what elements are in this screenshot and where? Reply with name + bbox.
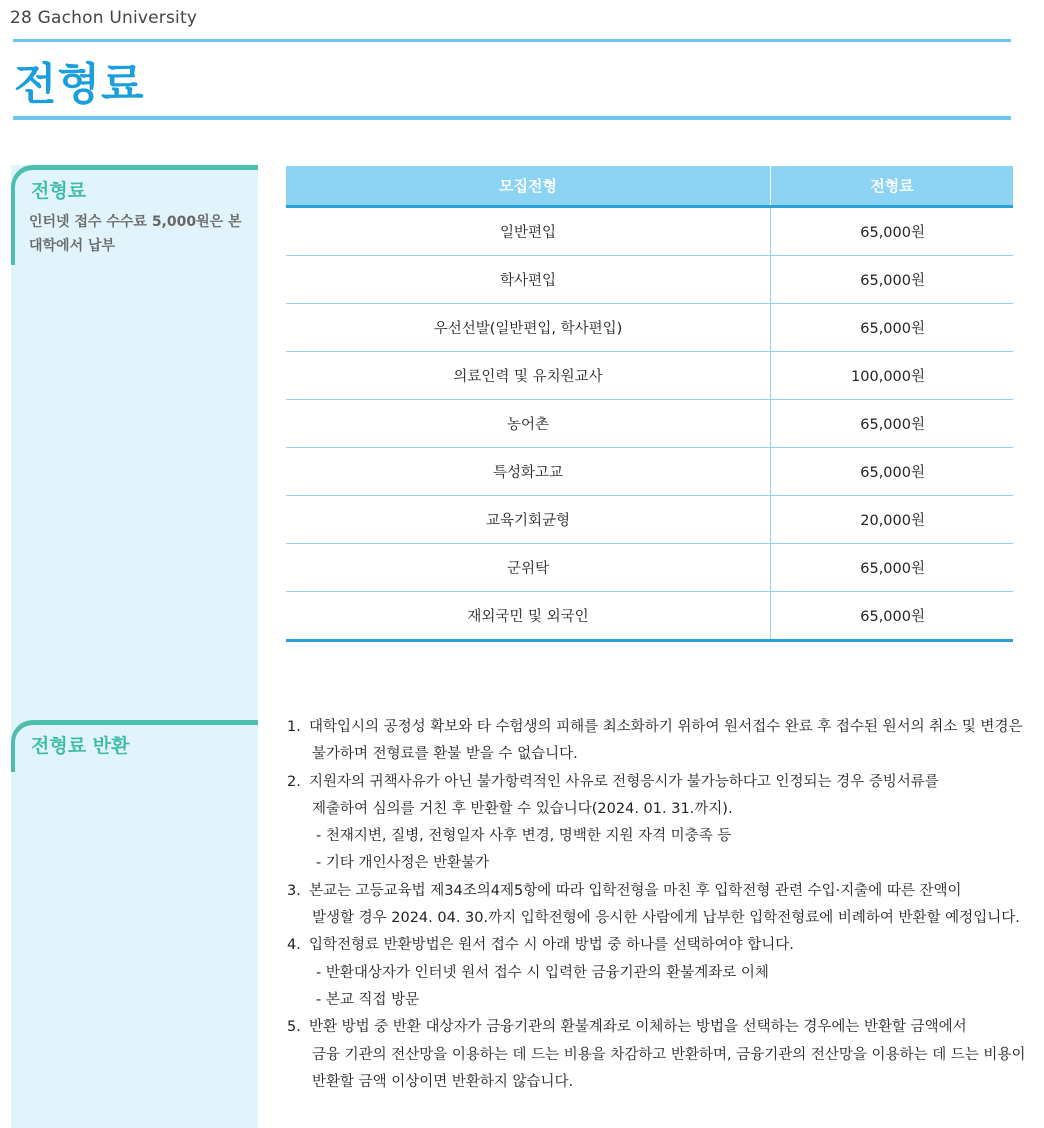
admission-type-cell: 군위탁 [286,544,771,592]
admission-type-cell: 우선선발(일반편입, 학사편입) [286,304,771,352]
admission-type-cell: 일반편입 [286,207,771,256]
item-text-line: 본교는 고등교육법 제34조의4제5항에 따라 입학전형을 마친 후 입학전형 관련 수입·지출에 따른 잔액이 [309,882,962,899]
refund-policy-item [287,714,1027,769]
column-header-fee: 전형료 [771,166,1014,207]
item-text-line: 반환할 금액 이상이면 반환하지 않습니다. [312,1073,574,1090]
item-sub-bullet: - 반환대상자가 인터넷 원서 접수 시 입력한 금융기관의 환불계좌로 이체 [316,964,769,981]
item-text-line: 제출하여 심의를 거친 후 반환할 수 있습니다(2024. 01. 31.까지). [312,800,733,817]
item-text-line: 불가하며 전형료를 환불 받을 수 없습니다. [312,746,578,763]
item-sub-bullet: - 본교 직접 방문 [316,991,420,1008]
admission-type-cell: 교육기회균형 [286,496,771,544]
admission-type-cell: 학사편입 [286,256,771,304]
header-divider [13,39,1011,42]
fee-amount-cell: 65,000원 [771,207,1014,256]
fee-amount-cell: 65,000원 [771,256,1014,304]
fee-amount-cell: 65,000원 [771,544,1014,592]
table-row [286,400,1013,448]
admission-type-cell: 농어촌 [286,400,771,448]
sidebar-section-fee [11,165,258,265]
item-text-line: 입학전형료 반환방법은 원서 접수 시 아래 방법 중 하나를 선택하여야 합니다. [309,937,794,954]
sidebar-refund-title: 전형료 반환 [31,735,130,757]
item-text-line: 반환 방법 중 반환 대상자가 금융기관의 환불계좌로 이체하는 방법을 선택하는 경우에는 반환할 금액에서 [309,1019,967,1036]
fee-amount-cell: 100,000원 [771,352,1014,400]
refund-policy-item [287,878,1027,933]
fee-table [286,166,1013,642]
item-sub-bullet: - 기타 개인사정은 반환불가 [316,855,490,872]
table-row [286,592,1013,641]
fee-amount-cell: 65,000원 [771,304,1014,352]
sidebar-fee-description: 인터넷 접수 수수료 5,000원은 본 대학에서 납부 [29,214,242,254]
item-text-line: 지원자의 귀책사유가 아닌 불가항력적인 사유로 전형응시가 불가능하다고 인정되는 경우 증빙서류를 [309,773,939,790]
table-row [286,352,1013,400]
fee-amount-cell: 20,000원 [771,496,1014,544]
refund-policy-item [287,769,1027,878]
item-sub-bullet: - 천재지변, 질병, 전형일자 사후 변경, 명백한 지원 자격 미충족 등 [316,828,732,845]
item-number: 1. [287,719,301,735]
item-text-line: 금융 기관의 전산망을 이용하는 데 드는 비용을 차감하고 반환하며, 금융기관의 전산망을 이용하는 데 드는 비용이 [312,1046,1026,1063]
page-header: 28 Gachon University [10,8,198,28]
page-title: 전형료 [14,59,145,110]
table-row [286,448,1013,496]
sidebar [11,165,258,1128]
item-text-line: 발생할 경우 2024. 04. 30.까지 입학전형에 응시한 사람에게 납부한 입학전형료에 비례하여 반환할 예정입니다. [312,910,1020,927]
table-row [286,544,1013,592]
sidebar-fee-title: 전형료 [31,180,87,202]
admission-type-cell: 의료인력 및 유치원교사 [286,352,771,400]
admission-type-cell: 재외국민 및 외국인 [286,592,771,641]
refund-policy-item [287,1014,1027,1096]
item-text-line: 대학입시의 공정성 확보와 타 수험생의 피해를 최소화하기 위하여 원서접수 완료 후 접수된 원서의 취소 및 변경은 [309,719,1023,735]
admission-type-cell: 특성화고교 [286,448,771,496]
table-row [286,256,1013,304]
item-number: 5. [287,1019,301,1036]
table-row [286,496,1013,544]
item-number: 2. [287,773,301,790]
table-row [286,304,1013,352]
refund-policy-item [287,932,1027,1014]
item-number: 3. [287,882,301,899]
fee-amount-cell: 65,000원 [771,400,1014,448]
title-divider [13,116,1011,120]
fee-amount-cell: 65,000원 [771,592,1014,641]
table-row [286,207,1013,256]
refund-policy-list [287,714,1027,1096]
sidebar-section-refund [11,720,258,772]
table-header-row [286,166,1013,207]
column-header-admission-type: 모집전형 [286,166,771,207]
fee-amount-cell: 65,000원 [771,448,1014,496]
item-number: 4. [287,937,301,954]
